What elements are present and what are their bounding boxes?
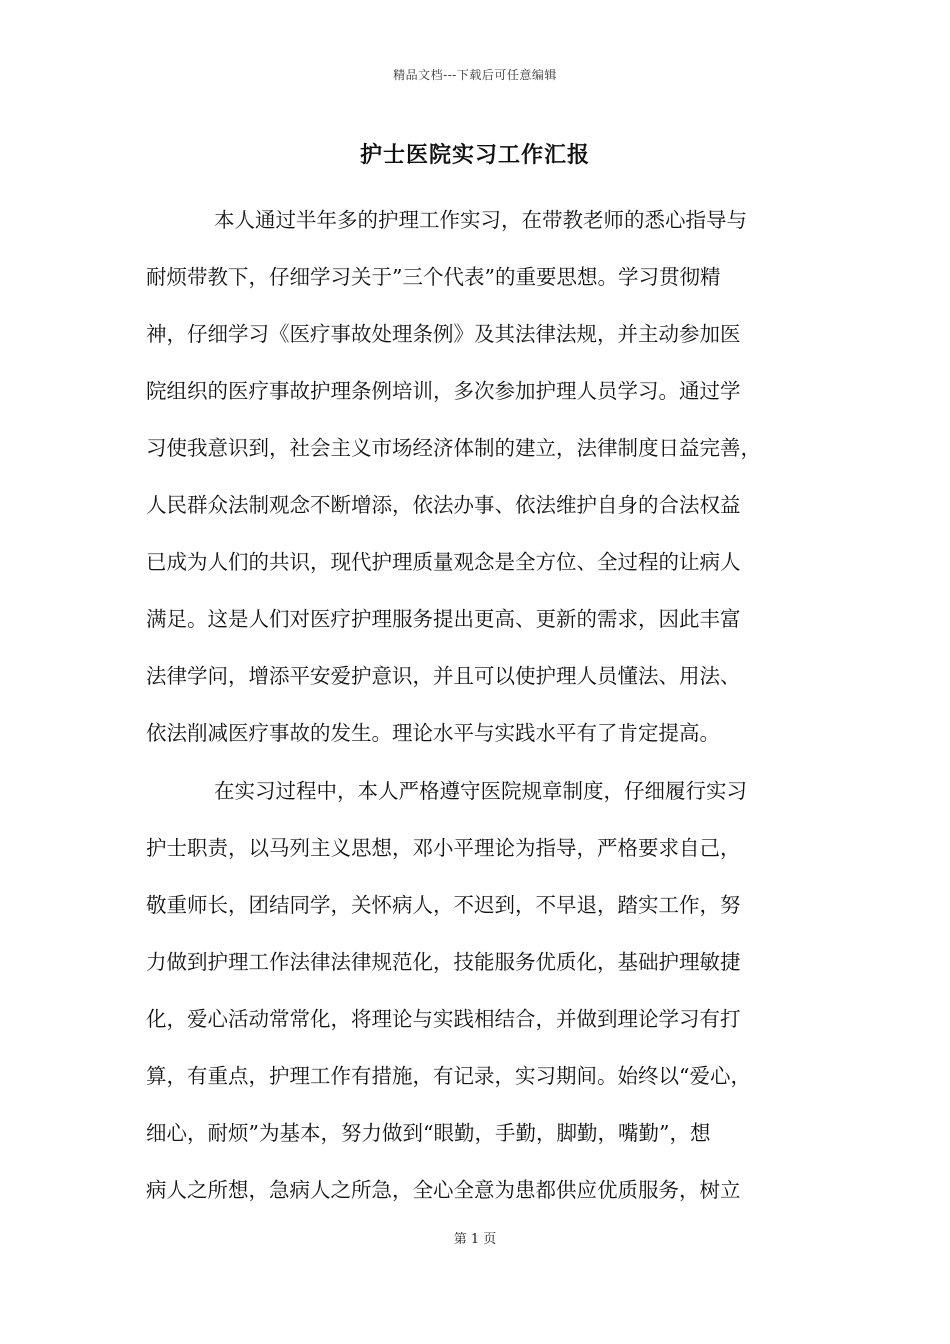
paragraph-line: 院组织的医疗事故护理条例培训，多次参加护理人员学习。通过学 bbox=[146, 379, 741, 403]
paragraph-line: 习使我意识到，社会主义市场经济体制的建立，法律制度日益完善， bbox=[146, 436, 761, 460]
paragraph-line: 病人之所想，急病人之所急，全心全意为患都供应优质服务，树立 bbox=[146, 1178, 741, 1202]
paragraph-line: 细心，耐烦”为基本，努力做到“眼勤，手勤，脚勤，嘴勤”，想 bbox=[146, 1121, 711, 1145]
paragraph-line: 满足。这是人们对医疗护理服务提出更高、更新的需求，因此丰富 bbox=[146, 607, 741, 631]
paragraph-line: 力做到护理工作法律法律规范化，技能服务优质化，基础护理敏捷 bbox=[146, 950, 741, 974]
paragraph-line: 神，仔细学习《医疗事故处理条例》及其法律法规，并主动参加医 bbox=[146, 322, 741, 346]
paragraph-line: 在实习过程中，本人严格遵守医院规章制度，仔细履行实习 bbox=[214, 779, 747, 803]
paragraph-line: 法律学问，增添平安爱护意识，并且可以使护理人员懂法、用法、 bbox=[146, 664, 741, 688]
header-note: 精品文档---下载后可任意编辑 bbox=[393, 68, 557, 82]
paragraph-line: 算，有重点，护理工作有措施，有记录，实习期间。始终以“爱心， bbox=[146, 1064, 751, 1088]
paragraph-line: 护士职责，以马列主义思想，邓小平理论为指导，严格要求自己， bbox=[146, 836, 741, 860]
paragraph-line: 敬重师长，团结同学，关怀病人，不迟到，不早退，踏实工作，努 bbox=[146, 893, 741, 917]
paragraph-line: 已成为人们的共识，现代护理质量观念是全方位、全过程的让病人 bbox=[146, 550, 741, 574]
paragraph-line: 化，爱心活动常常化，将理论与实践相结合，并做到理论学习有打 bbox=[146, 1007, 741, 1031]
document-title: 护士医院实习工作汇报 bbox=[359, 142, 590, 168]
page-number: 第 1 页 bbox=[453, 1232, 497, 1247]
paragraph-line: 依法削减医疗事故的发生。理论水平与实践水平有了肯定提高。 bbox=[146, 721, 720, 745]
paragraph-line: 本人通过半年多的护理工作实习，在带教老师的悉心指导与 bbox=[214, 208, 747, 232]
paragraph-line: 人民群众法制观念不断增添，依法办事、依法维护自身的合法权益 bbox=[146, 493, 741, 517]
paragraph-line: 耐烦带教下，仔细学习关于”三个代表”的重要思想。学习贯彻精 bbox=[146, 265, 721, 289]
